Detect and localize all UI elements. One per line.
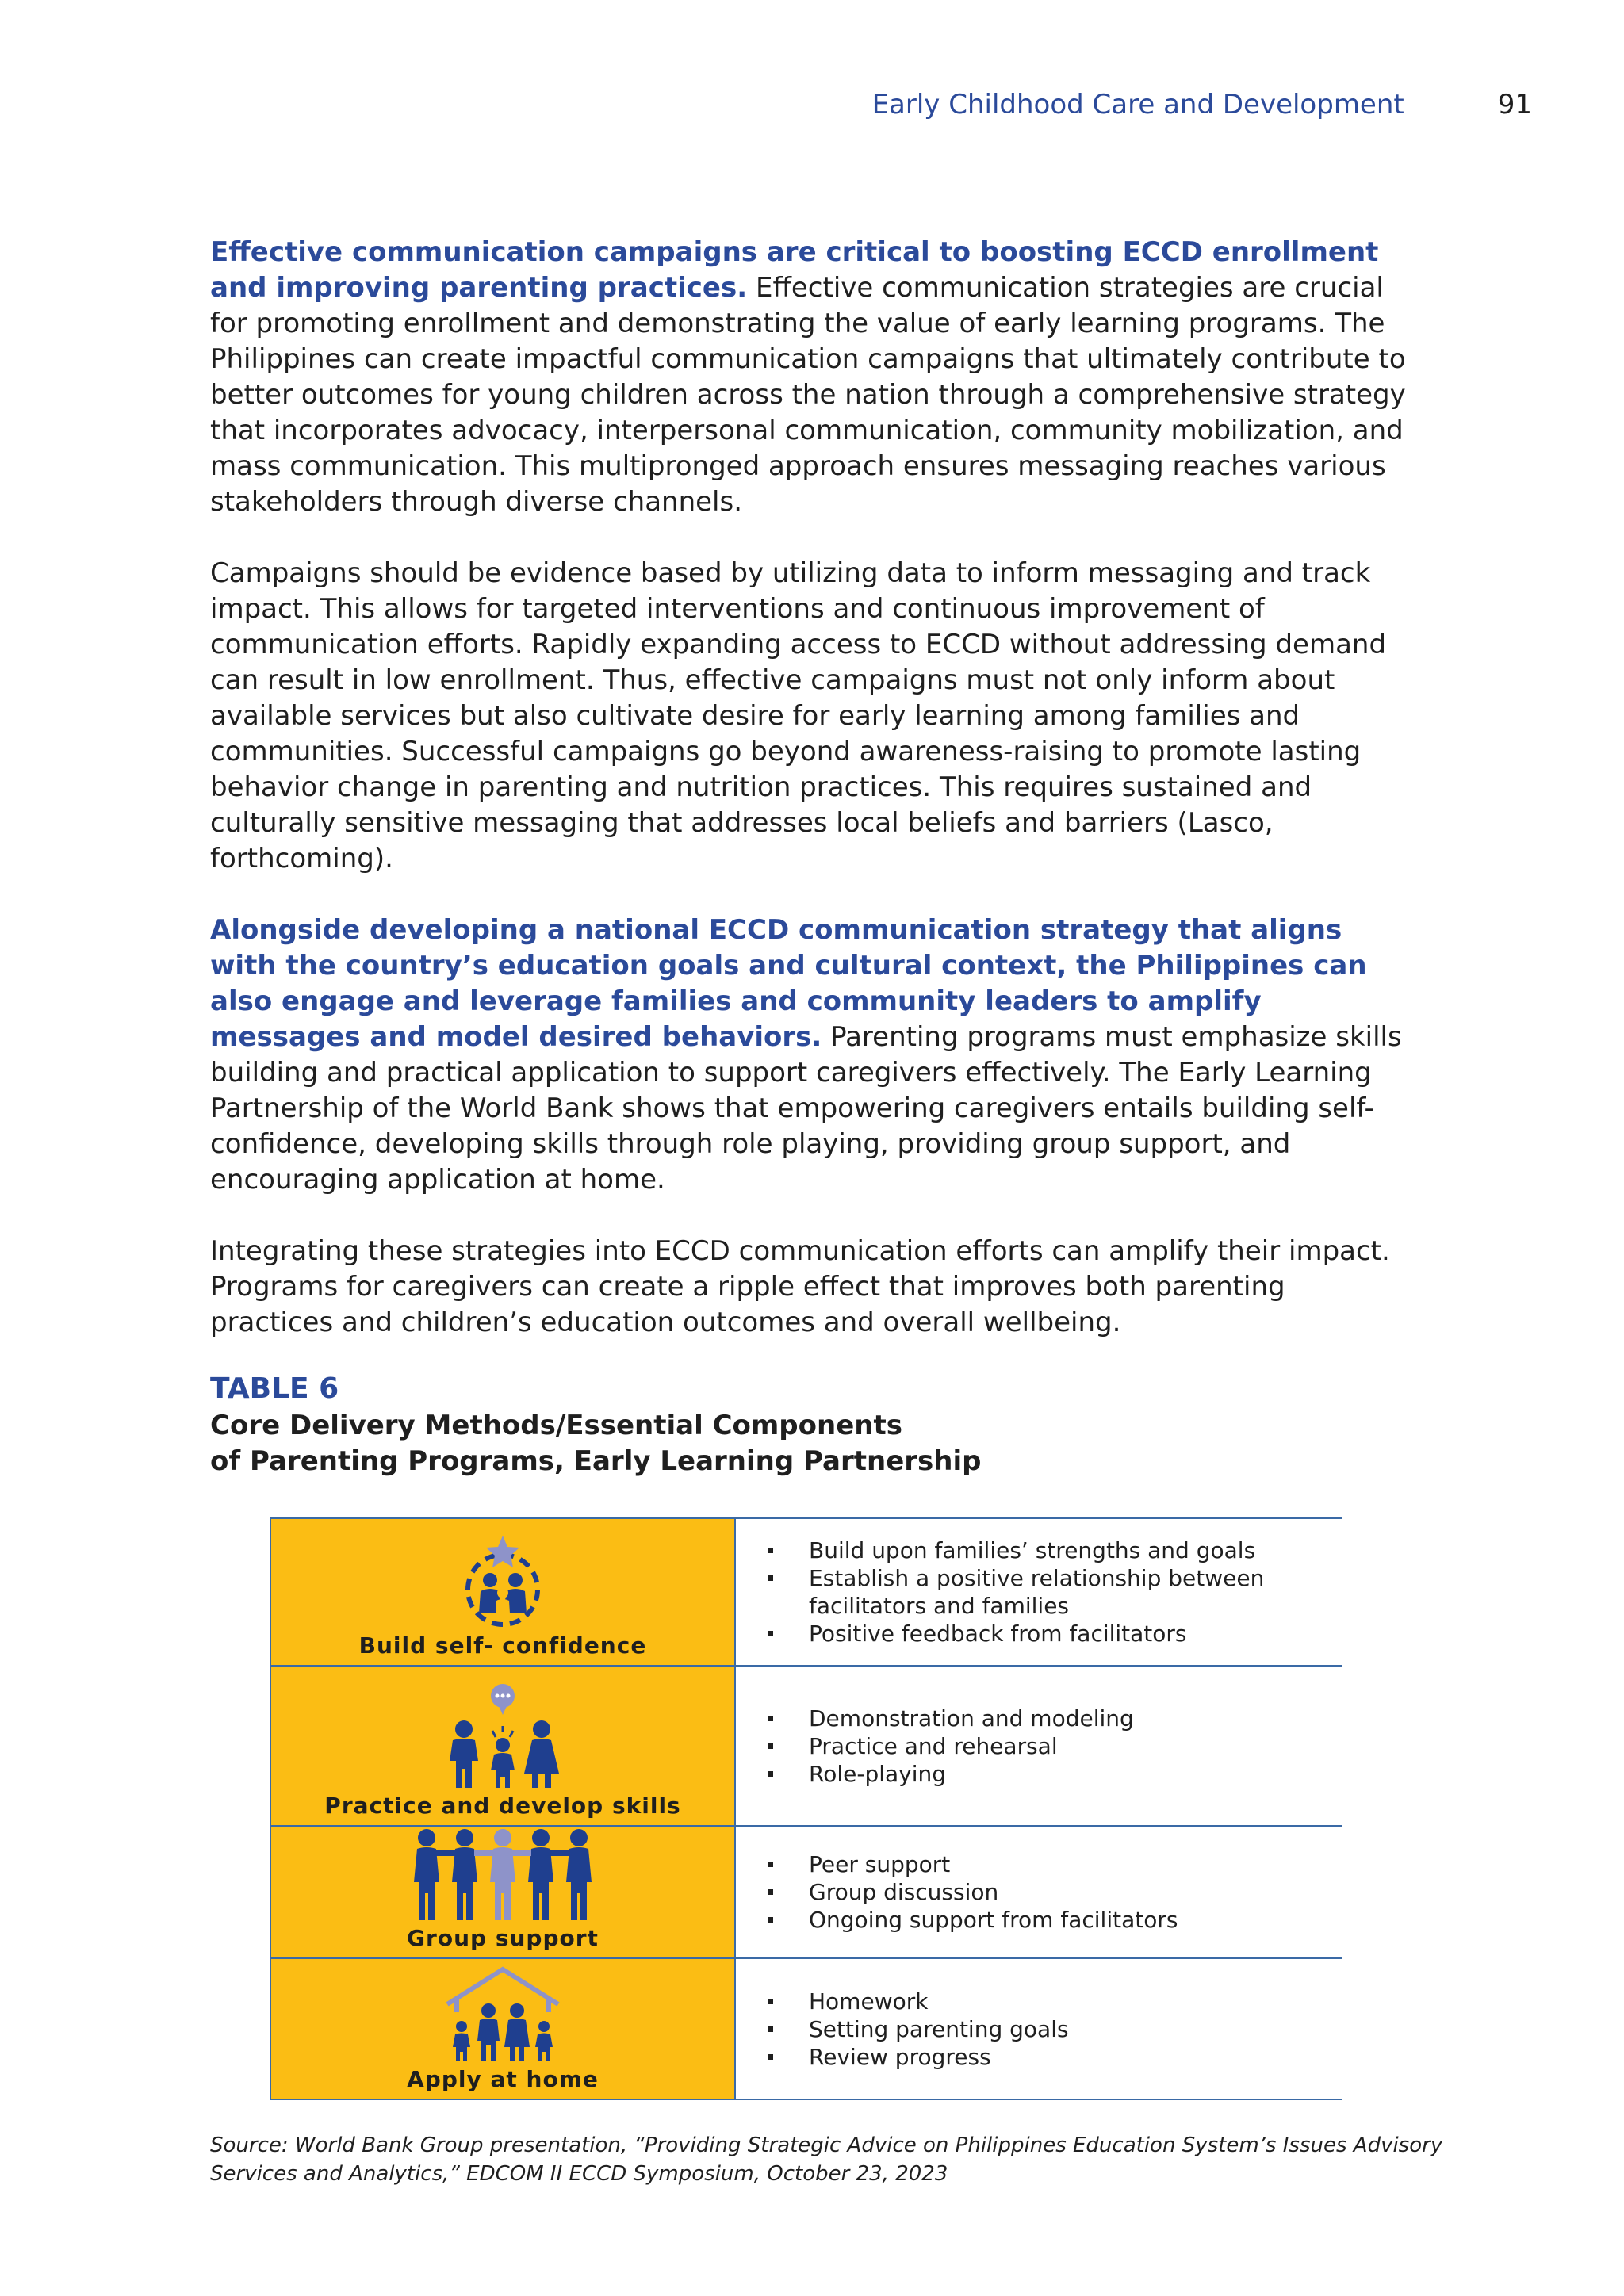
section-title: Early Childhood Care and Development xyxy=(871,89,1404,121)
paragraph-2 xyxy=(210,556,1415,877)
paragraph-text: Parenting programs must emphasize skills building and practical application to support caregivers effectively. The Early Learning Partnership of the World Bank shows that empowering caregivers entails building self-confidence, developing skills through role playing, providing group support, and encouraging application at home. xyxy=(210,1021,1402,1196)
paragraph-1 xyxy=(210,235,1415,520)
group-people-icon xyxy=(271,1827,734,1922)
paragraph-3 xyxy=(210,913,1415,1198)
component-bullets xyxy=(768,1536,1342,1647)
parenting-components-table xyxy=(270,1517,1342,2100)
bullet-item: Ongoing support from facilitators xyxy=(768,1906,1342,1934)
paragraph-text: Effective communication strategies are crucial for promoting enrollment and demonstrating the value of early learning programs. The Philippines can create impactful communication campaigns that ultimately contribute to better outcomes for young children across the nation through a comprehensive strategy that incorporates advocacy, interpersonal communication, community mobilization, and mass communication. This multipronged approach ensures messaging reaches various stakeholders through diverse channels. xyxy=(210,272,1406,518)
paragraph-4 xyxy=(210,1234,1415,1341)
table-title-line2: of Parenting Programs, Early Learning Partnership xyxy=(210,1445,982,1477)
bullet-item: Role-playing xyxy=(768,1760,1342,1788)
table-row xyxy=(270,1518,1342,1666)
component-cell xyxy=(270,1826,735,1958)
bullet-item: Establish a positive relationship between facilitators and families xyxy=(768,1564,1342,1620)
paragraph-text: Campaigns should be evidence based by utilizing data to inform messaging and track impact. This allows for targeted interventions and continuous improvement of communication efforts. Rapidly expanding access to ECCD without addressing demand can result in low enrollment. Thus, effective campaigns must not only inform about available services but also cultivate desire for early learning among families and communities. Successful campaigns go beyond awareness-raising to promote lasting behavior change in parenting and nutrition practices. This requires sustained and culturally sensitive messaging that addresses local beliefs and barriers (Lasco, forthcoming). xyxy=(210,557,1387,874)
family-star-icon xyxy=(271,1534,734,1629)
paragraph-lead: Alongside developing a national ECCD communication strategy that aligns with the country’s education goals and cultural context, the Philippines can also engage and leverage families and community leaders to amplify messages and model desired behaviors. xyxy=(210,914,1367,1053)
bullet-item: Setting parenting goals xyxy=(768,2015,1342,2043)
component-bullets xyxy=(768,1850,1342,1934)
paragraph-lead: Effective communication campaigns are critical to boosting ECCD enrollment and improving parenting practices. xyxy=(210,236,1379,304)
source-note: Source: World Bank Group presentation, “Providing Strategic Advice on Philippines Education System’s Issues Advisory Services and Analytics,” EDCOM II ECCD Symposium, October 23, 2023 xyxy=(210,2133,1443,2186)
bullet-item: Group discussion xyxy=(768,1878,1342,1906)
bullet-item: Positive feedback from facilitators xyxy=(768,1620,1342,1647)
bullet-item: Practice and rehearsal xyxy=(768,1732,1342,1760)
component-label: Group support xyxy=(407,1925,599,1951)
parents-child-talk-icon xyxy=(271,1682,734,1789)
page-number: 91 xyxy=(1497,89,1532,121)
component-details-cell xyxy=(735,1826,1342,1958)
table-row xyxy=(270,1666,1342,1826)
table-caption xyxy=(210,1370,981,1479)
page-header xyxy=(0,89,1532,121)
table-title-line1: Core Delivery Methods/Essential Components xyxy=(210,1410,902,1441)
bullet-item: Demonstration and modeling xyxy=(768,1705,1342,1732)
component-bullets xyxy=(768,1705,1342,1788)
bullet-item: Review progress xyxy=(768,2043,1342,2071)
component-details-cell xyxy=(735,1518,1342,1666)
bullet-item: Homework xyxy=(768,1988,1342,2015)
paragraph-text: Integrating these strategies into ECCD communication efforts can amplify their impact. Programs for caregivers can create a ripple effect that improves both parenting practices and children’s education outcomes and overall wellbeing. xyxy=(210,1235,1390,1338)
component-cell xyxy=(270,1666,735,1826)
bullet-item: Peer support xyxy=(768,1850,1342,1878)
table-number: TABLE 6 xyxy=(210,1372,339,1405)
component-details-cell xyxy=(735,1666,1342,1826)
table-row xyxy=(270,1958,1342,2099)
component-cell xyxy=(270,1518,735,1666)
component-details-cell xyxy=(735,1958,1342,2099)
family-home-icon xyxy=(271,1965,734,2063)
component-label: Apply at home xyxy=(407,2066,599,2092)
bullet-item: Build upon families’ strengths and goals xyxy=(768,1536,1342,1564)
component-cell xyxy=(270,1958,735,2099)
table-row xyxy=(270,1826,1342,1958)
component-bullets xyxy=(768,1988,1342,2071)
body-text xyxy=(210,235,1415,1376)
component-label: Build self- confidence xyxy=(358,1632,647,1659)
component-label: Practice and develop skills xyxy=(324,1793,681,1819)
